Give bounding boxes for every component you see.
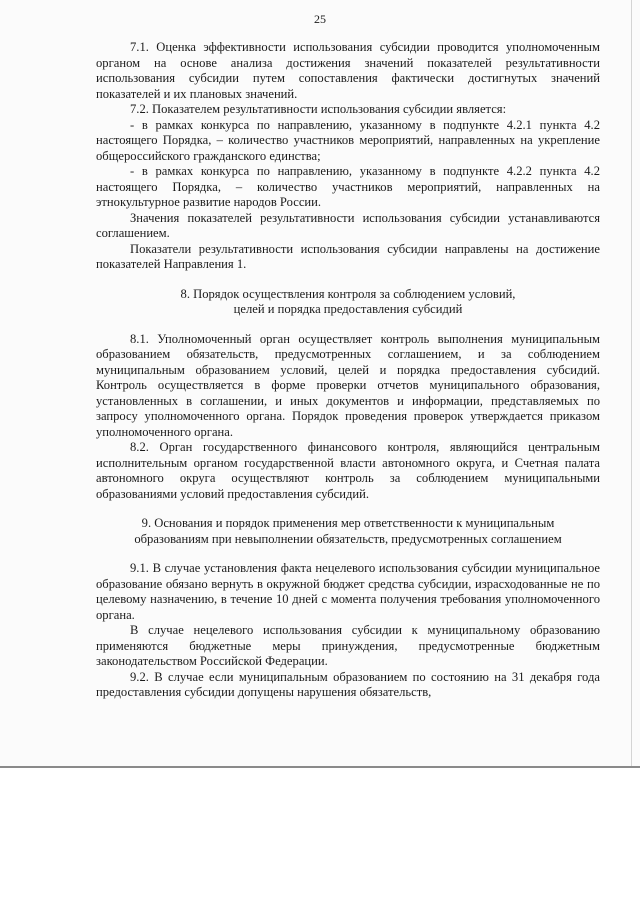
paragraph-9-2: 9.2. В случае если муниципальным образованием по состоянию на 31 декабря года предоставления субсидии допущены нарушения обязательств,: [96, 669, 600, 699]
paragraph-7-2: 7.2. Показателем результативности использования субсидии является:: [130, 102, 507, 116]
list-item-4-2-1: - в рамках конкурса по направлению, указанному в подпункте 4.2.1 пункта 4.2 настоящего Порядка, – количество участников мероприятий, направленных на укрепление общероссийского гражданского единства;: [96, 117, 600, 163]
paragraph-indicator-direction: Показатели результативности использования субсидии направлены на достижение показателей Направления 1.: [96, 241, 600, 271]
section-9-heading-line1: 9. Основания и порядок применения мер ответственности к муниципальным: [141, 516, 555, 530]
paragraph-8-1: 8.1. Уполномоченный орган осуществляет контроль выполнения муниципальным образованием обязательств, предусмотренных соглашением, и за соблюдением муниципальным образованием условий, целей и порядка предоставления субсидий. Контроль осуществляется в форме проверки отчетов муниципального образования, установленных в соглашении, и иных документов и информации, представляемых по запросу уполномоченного органа. Порядок проведения проверок утверждается приказом уполномоченного органа.: [96, 331, 600, 439]
section-8-heading-line2: целей и порядка предоставления субсидий: [233, 302, 463, 316]
section-9-heading: [96, 516, 600, 547]
paragraph-9-1: 9.1. В случае установления факта нецелевого использования субсидии муниципальное образование обязано вернуть в окружной бюджет средства субсидии, израсходованные не по целевому назначению, в течение 10 дней с момента получения требования уполномоченного органа.: [96, 561, 600, 622]
paragraph-indicator-values: Значения показателей результативности использования субсидии устанавливаются соглашением.: [96, 210, 600, 240]
section-9-heading-line2: образованиям при невыполнении обязательств, предусмотренных соглашением: [134, 531, 562, 546]
page-number: 25: [314, 12, 326, 26]
paragraph-8-2: 8.2. Орган государственного финансового контроля, являющийся центральным исполнительным органом государственной власти автономного округа, и Счетная палата автономного округа осуществляют контроль за соблюдением муниципальными образованиями условий предоставления субсидий.: [96, 440, 600, 501]
page-edge: [631, 0, 632, 768]
paragraph-misuse: В случае нецелевого использования субсидии к муниципальному образованию применяются бюджетные меры принуждения, предусмотренные бюджетным законодательством Российской Федерации.: [96, 623, 600, 668]
page-bottom-edge: [0, 766, 640, 768]
document-body: [96, 40, 600, 701]
list-item-4-2-2: - в рамках конкурса по направлению, указанному в подпункте 4.2.2 пункта 4.2 настоящего Порядка, – количество участников мероприятий, направленных на этнокультурное развитие народов России.: [96, 164, 600, 209]
section-8-heading-line1: 8. Порядок осуществления контроля за соблюдением условий,: [180, 286, 516, 301]
section-8-heading: [96, 287, 600, 318]
paragraph-7-1: 7.1. Оценка эффективности использования субсидии проводится уполномоченным органом на основе анализа достижения значений показателей результативности использования субсидии путем сопоставления фактически достигнутых значений показателей и их плановых значений.: [96, 40, 600, 101]
